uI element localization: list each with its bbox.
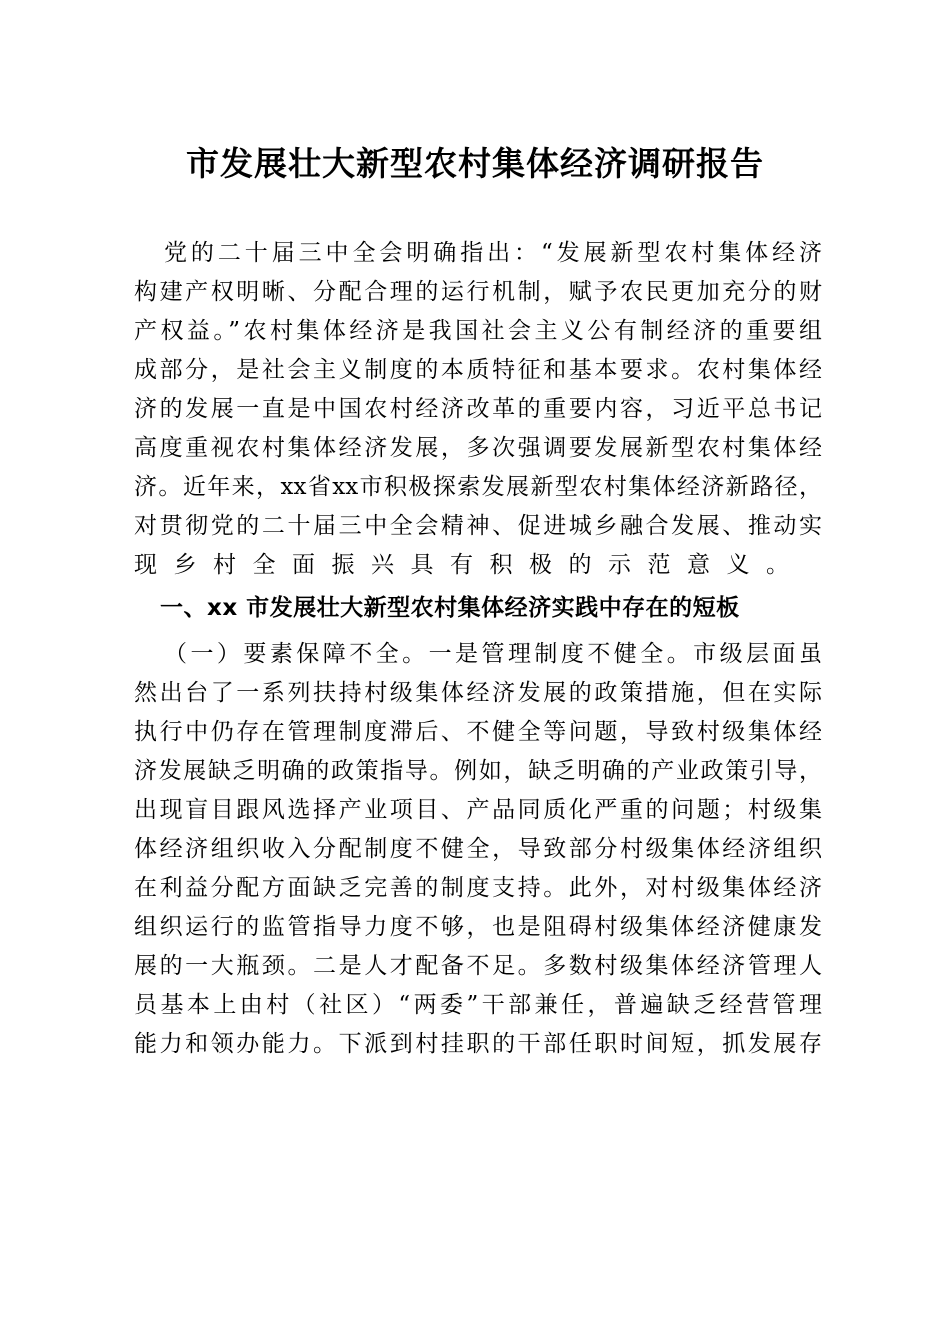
- paragraph-line: 对贯彻党的二十届三中全会精神、促进城乡融合发展、推动实: [134, 513, 822, 539]
- document-title: 市发展壮大新型农村集体经济调研报告: [186, 144, 764, 183]
- paragraph-line: 展的一大瓶颈。二是人才配备不足。多数村级集体经济管理人: [134, 953, 822, 979]
- paragraph-line: 产权益。”农村集体经济是我国社会主义公有制经济的重要组: [134, 318, 822, 344]
- paragraph-line: 能力和领办能力。下派到村挂职的干部任职时间短，抓发展存: [134, 1031, 822, 1057]
- paragraph-line: 然出台了一系列扶持村级集体经济发展的政策措施，但在实际: [134, 680, 822, 706]
- paragraph-line: 现乡村全面振兴具有积极的示范意义。: [134, 552, 806, 578]
- paragraph-line: 组织运行的监管指导力度不够，也是阻碍村级集体经济健康发: [134, 914, 822, 940]
- paragraph-line: 高度重视农村集体经济发展，多次强调要发展新型农村集体经: [134, 435, 822, 461]
- paragraph-line: 员基本上由村（社区）“两委”干部兼任，普遍缺乏经营管理: [134, 992, 822, 1018]
- document-body: [134, 234, 822, 1064]
- paragraph-line: （一）要素保障不全。一是管理制度不健全。市级层面虽: [164, 641, 822, 667]
- paragraph-line: 党的二十届三中全会明确指出：“发展新型农村集体经济: [164, 240, 822, 266]
- paragraph-line: 出现盲目跟风选择产业项目、产品同质化严重的问题；村级集: [134, 797, 822, 823]
- paragraph-line: 在利益分配方面缺乏完善的制度支持。此外，对村级集体经济: [134, 875, 822, 901]
- paragraph-line: 济的发展一直是中国农村经济改革的重要内容，习近平总书记: [134, 396, 822, 422]
- section-heading: 一、xx 市发展壮大新型农村集体经济实践中存在的短板: [160, 595, 740, 621]
- paragraph-line: 执行中仍存在管理制度滞后、不健全等问题，导致村级集体经: [134, 719, 822, 745]
- paragraph-line: 构建产权明晰、分配合理的运行机制，赋予农民更加充分的财: [134, 279, 822, 305]
- paragraph-line: 体经济组织收入分配制度不健全，导致部分村级集体经济组织: [134, 836, 822, 862]
- paragraph-line: 成部分，是社会主义制度的本质特征和基本要求。农村集体经: [134, 357, 822, 383]
- paragraph-line: 济发展缺乏明确的政策指导。例如，缺乏明确的产业政策引导，: [134, 758, 822, 784]
- paragraph-line: 济。近年来，xx省xx市积极探索发展新型农村集体经济新路径，: [134, 474, 822, 500]
